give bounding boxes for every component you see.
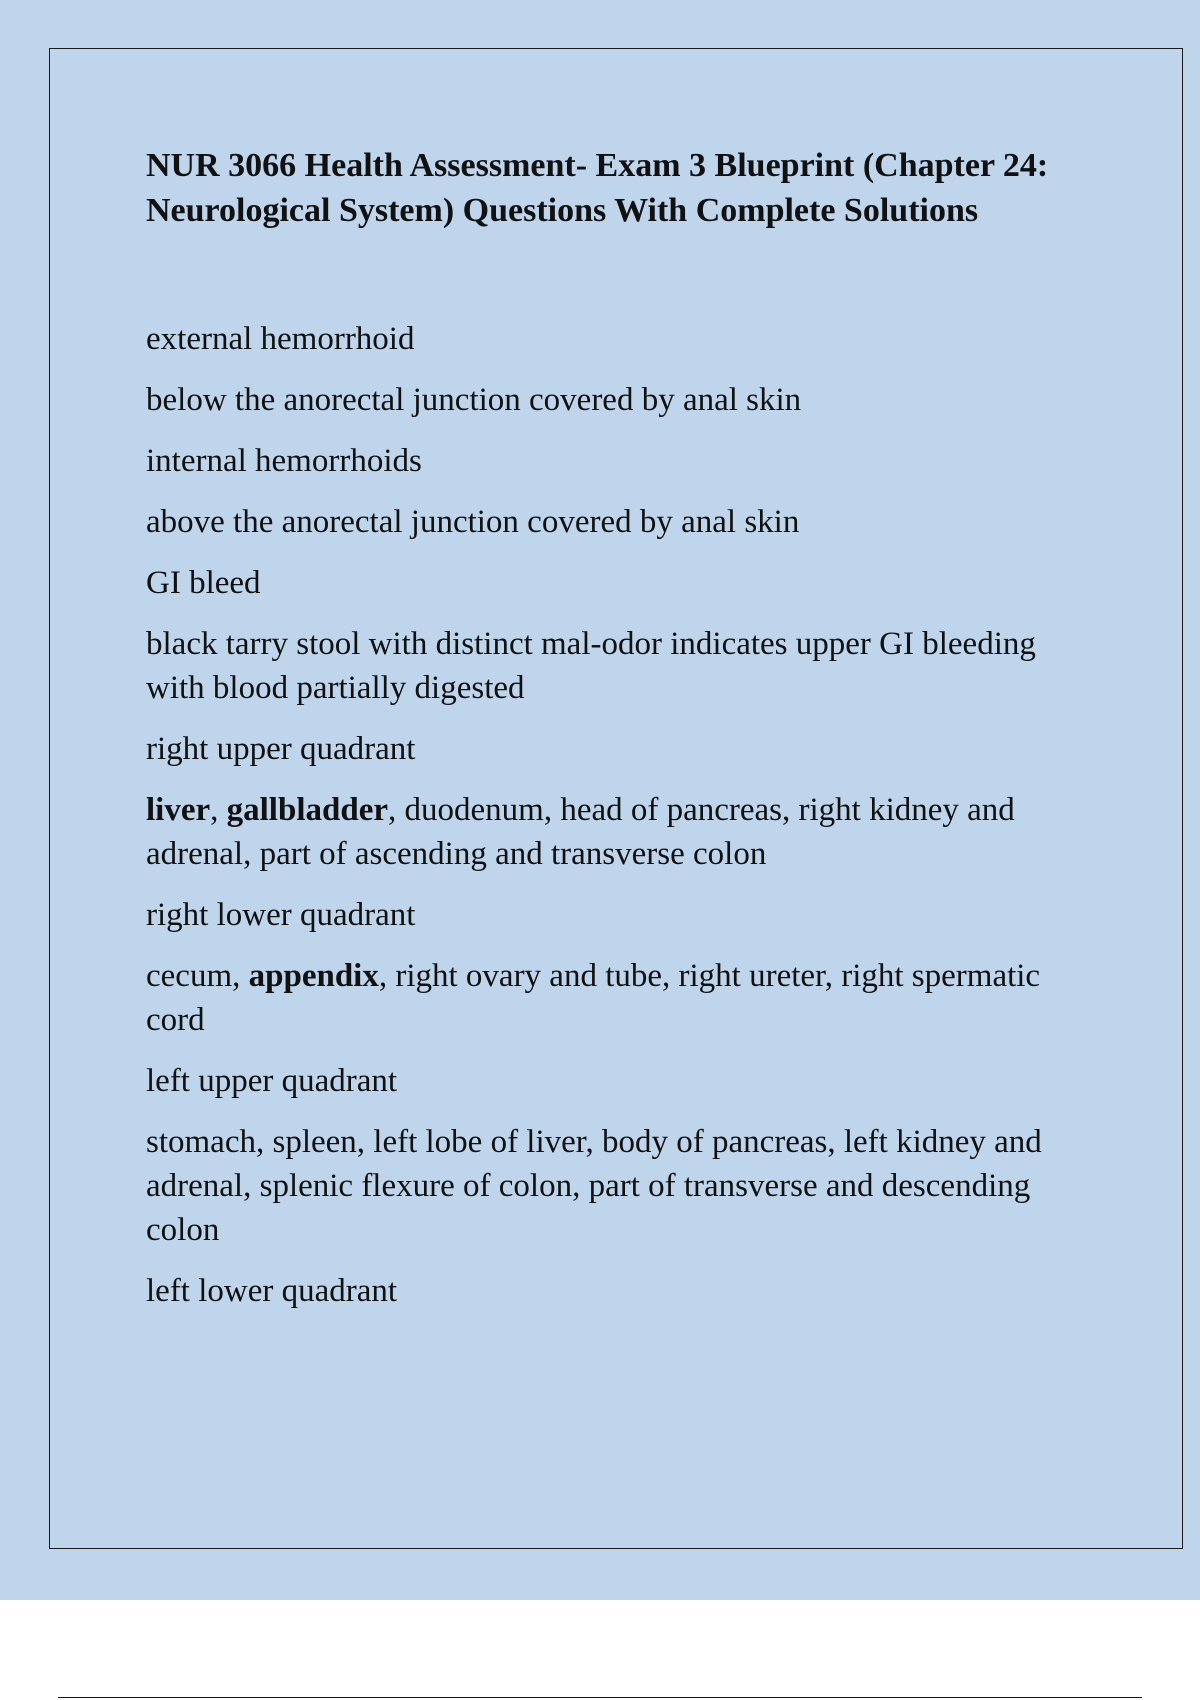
entry-line xyxy=(146,439,1086,483)
entry-text: , right ovary and tube, right ureter, right spermatic cord xyxy=(146,958,1041,1038)
entry-line xyxy=(146,622,1086,710)
entry-text: internal hemorrhoids xyxy=(146,443,422,479)
entry-text: above the anorectal junction covered by anal skin xyxy=(146,504,800,540)
entry-text: external hemorrhoid xyxy=(146,321,415,357)
entry-bold-term: liver xyxy=(146,792,211,828)
entry-line xyxy=(146,1059,1086,1103)
entry-text: GI bleed xyxy=(146,565,261,601)
entry-line xyxy=(146,378,1086,422)
footer-divider xyxy=(58,1697,1142,1698)
entry-line xyxy=(146,1269,1086,1313)
entry-line xyxy=(146,500,1086,544)
entry-line xyxy=(146,317,1086,361)
entry-text: cecum, xyxy=(146,958,249,994)
entry-line xyxy=(146,893,1086,937)
entry-text: black tarry stool with distinct mal-odor indicates upper GI bleeding with blood partially digested xyxy=(146,626,1036,706)
entry-line xyxy=(146,1120,1086,1252)
entry-text: , xyxy=(210,792,227,828)
entry-text: right upper quadrant xyxy=(146,731,416,767)
entry-line xyxy=(146,727,1086,771)
entry-line xyxy=(146,561,1086,605)
document-title: NUR 3066 Health Assessment- Exam 3 Blueprint (Chapter 24: Neurological System) Questions With Complete Solutions xyxy=(146,147,1049,229)
entry-line xyxy=(146,788,1086,876)
entry-bold-term: appendix xyxy=(248,958,379,994)
entry-bold-term: gallbladder xyxy=(226,792,388,828)
entry-text: left upper quadrant xyxy=(146,1063,398,1099)
entry-text: left lower quadrant xyxy=(146,1273,398,1309)
entry-text: right lower quadrant xyxy=(146,897,416,933)
entry-line xyxy=(146,954,1086,1042)
entry-text: , duodenum, head of pancreas, right kidney and adrenal, part of ascending and transverse colon xyxy=(146,792,1015,872)
entry-text: stomach, spleen, left lobe of liver, body of pancreas, left kidney and adrenal, splenic flexure of colon, part of transverse and descending colon xyxy=(146,1124,1042,1248)
document-content xyxy=(146,143,1086,1330)
entry-list xyxy=(146,317,1086,1313)
entry-text: below the anorectal junction covered by anal skin xyxy=(146,382,802,418)
